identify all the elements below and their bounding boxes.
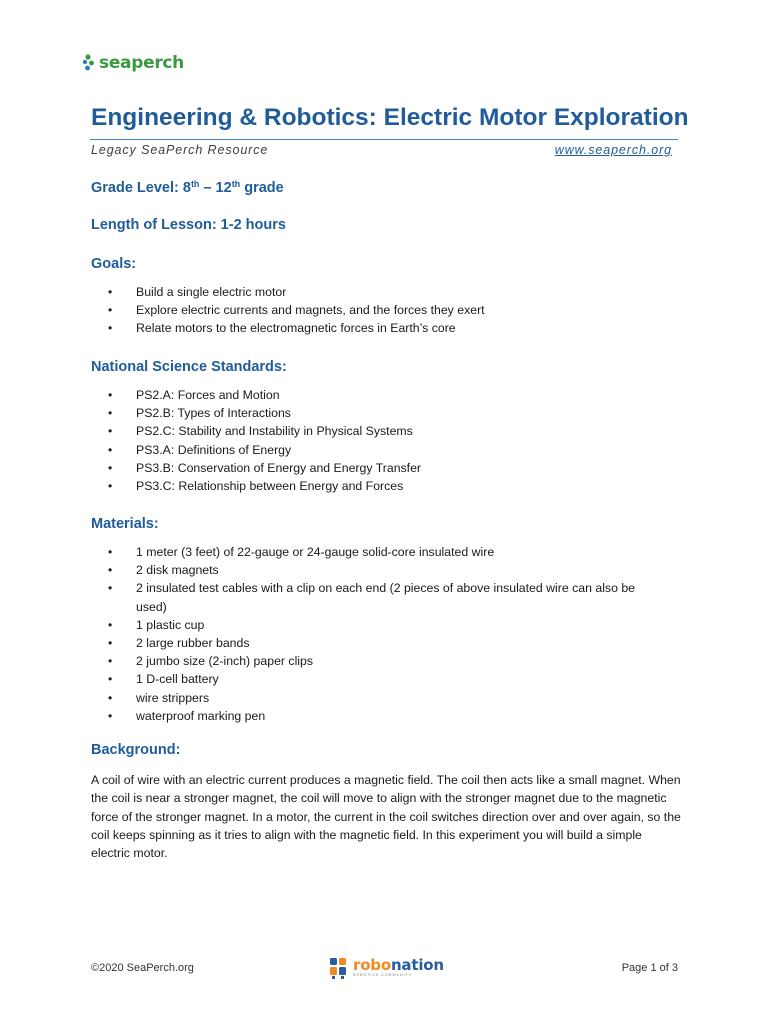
list-item: • 1 D-cell battery [108, 670, 668, 688]
list-item: • 2 large rubber bands [108, 634, 668, 652]
robonation-tagline: ROBOTICS COMMUNITY [353, 973, 412, 978]
list-item: • wire strippers [108, 689, 668, 707]
resource-subtitle: Legacy SeaPerch Resource [91, 143, 269, 157]
goals-list [108, 283, 668, 338]
list-item: • Explore electric currents and magnets, and the forces they exert [108, 301, 668, 319]
page-number: Page 1 of 3 [621, 962, 678, 974]
list-item: • PS2.B: Types of Interactions [108, 404, 668, 422]
list-item: • PS2.C: Stability and Instability in Physical Systems [108, 422, 668, 440]
list-item: • PS3.B: Conservation of Energy and Energy Transfer [108, 459, 668, 477]
seaperch-logo-text: seaperch [99, 53, 184, 73]
grade-level-heading: Grade Level: 8th – 12th grade [91, 179, 284, 196]
materials-list [108, 543, 668, 725]
list-item: • 1 meter (3 feet) of 22-gauge or 24-gauge solid-core insulated wire [108, 543, 668, 561]
list-item: • 2 jumbo size (2-inch) paper clips [108, 652, 668, 670]
website-link[interactable]: www.seaperch.org [554, 143, 672, 157]
seaperch-mark-icon [81, 53, 97, 73]
copyright: ©2020 SeaPerch.org [91, 962, 194, 974]
list-item: • Relate motors to the electromagnetic forces in Earth’s core [108, 319, 668, 337]
list-item: • 2 insulated test cables with a clip on each end (2 pieces of above insulated wire can also be used) [108, 579, 668, 615]
list-item: • PS2.A: Forces and Motion [108, 386, 668, 404]
background-paragraph: A coil of wire with an electric current produces a magnetic field. The coil then acts like a small magnet. When the coil is near a stronger magnet, the coil will move to align with the stronger magnet due to the magnetic force of the stronger magnet. In a motor, the current in the coil switches direction over and over again, so the coil keeps spinning as it tries to align with the magnetic field. In this experiment you will build a simple electric motor. [91, 773, 681, 861]
list-item: • PS3.A: Definitions of Energy [108, 441, 668, 459]
list-item: • 2 disk magnets [108, 561, 668, 579]
list-item: • PS3.C: Relationship between Energy and Forces [108, 477, 668, 495]
lesson-length-heading: Length of Lesson: 1-2 hours [91, 217, 286, 233]
robonation-mark-icon [327, 956, 349, 980]
seaperch-logo [81, 53, 184, 73]
page-title: Engineering & Robotics: Electric Motor Exploration [91, 104, 689, 131]
title-divider [90, 139, 678, 140]
robonation-logo [327, 956, 444, 980]
standards-heading: National Science Standards: [91, 359, 287, 375]
list-item: • waterproof marking pen [108, 707, 668, 725]
list-item: • 1 plastic cup [108, 616, 668, 634]
robonation-wordmark: robonation [353, 956, 444, 975]
standards-list [108, 386, 668, 495]
goals-heading: Goals: [91, 256, 137, 272]
materials-heading: Materials: [91, 516, 159, 532]
list-item: • Build a single electric motor [108, 283, 668, 301]
background-heading: Background: [91, 742, 181, 758]
